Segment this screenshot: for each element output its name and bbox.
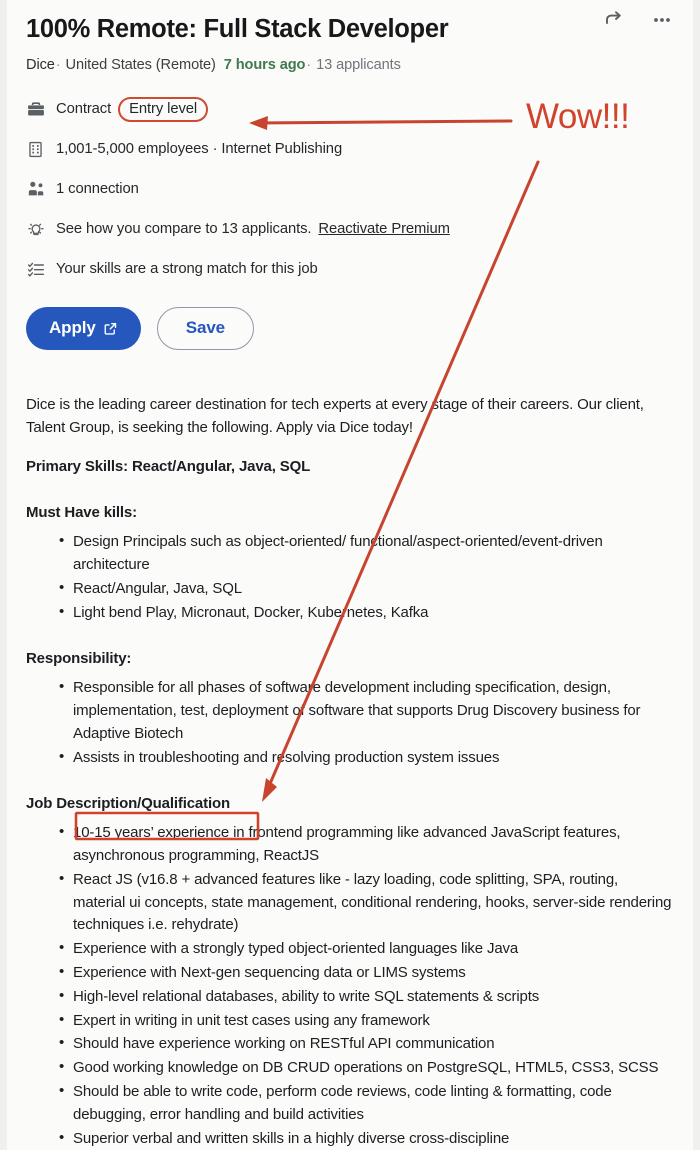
list-item: • Light bend Play, Micronaut, Docker, Kubernetes, Kafka	[59, 602, 674, 625]
meta-row-connections	[26, 173, 674, 205]
job-meta-list	[26, 93, 674, 285]
applicant-count: 13 applicants	[316, 57, 401, 74]
meta-row-employment-type	[26, 93, 674, 125]
list-item: • Should have experience working on RESTful API communication	[59, 1033, 674, 1056]
apply-button-label: Apply	[49, 318, 96, 338]
save-button-label: Save	[185, 318, 226, 338]
list-item: • High-level relational databases, ability to write SQL statements & scripts	[59, 986, 674, 1009]
list-item: • Should be able to write code, perform code reviews, code linting & formatting, code debugging, error handling and build activities	[59, 1081, 674, 1127]
share-arrow-icon[interactable]	[602, 8, 626, 32]
list-item: • React/Angular, Java, SQL	[59, 578, 674, 601]
list-item: • React JS (v16.8 + advanced features like - lazy loading, code splitting, SPA, routing, material ui concepts, state management, conditional rendering, hooks, server-side rendering techniques i.e. rehydrate)	[59, 869, 674, 937]
list-item: • Design Principals such as object-oriented/ functional/aspect-oriented/event-driven architecture	[59, 531, 674, 577]
job-location: United States (Remote)	[65, 57, 216, 74]
building-icon	[26, 140, 56, 159]
employment-type-label: Contract	[56, 101, 112, 118]
meta-row-premium-insight	[26, 213, 674, 245]
reactivate-premium-link[interactable]: Reactivate Premium	[318, 221, 450, 238]
separator-dot-2: ·	[306, 57, 312, 74]
action-buttons	[26, 307, 674, 350]
list-item: • Experience with a strongly typed object-oriented languages like Java	[59, 938, 674, 961]
lightbulb-icon	[26, 219, 56, 239]
list-item: • Superior verbal and written skills in a highly diverse cross-discipline	[59, 1128, 674, 1150]
list-item: • Experience with Next-gen sequencing data or LIMS systems	[59, 962, 674, 985]
experience-level-badge: Entry level	[118, 97, 208, 122]
list-item: • Responsible for all phases of software development including specification, design, implementation, test, deployment of software that supports Drug Discovery business for Adaptive Biotech	[59, 677, 674, 745]
job-subheader	[26, 57, 674, 73]
job-description	[26, 394, 674, 1150]
external-link-icon	[103, 321, 118, 336]
apply-button[interactable]	[26, 307, 141, 350]
annotation-wow-text: Wow!!!	[526, 97, 630, 136]
meta-text-company-size: 1,001-5,000 employees · Internet Publishing	[56, 141, 343, 158]
briefcase-icon	[26, 99, 56, 119]
header-actions	[602, 8, 674, 32]
meta-text-skill-match: Your skills are a strong match for this job	[56, 261, 318, 278]
list-item: • Expert in writing in unit test cases using any framework	[59, 1010, 674, 1033]
section-heading-qualification: Job Description/Qualification	[26, 795, 231, 813]
section-heading-must-have: Must Have kills:	[26, 504, 137, 522]
page-title: 100% Remote: Full Stack Developer	[26, 15, 449, 43]
checklist-icon	[26, 259, 56, 279]
section-heading-responsibility: Responsibility:	[26, 650, 132, 668]
primary-skills-line: Primary Skills: React/Angular, Java, SQL	[26, 457, 311, 475]
save-button[interactable]	[157, 307, 254, 350]
list-item-years-experience	[59, 822, 674, 868]
section-list-qualification	[26, 822, 674, 1150]
meta-text-employment-type	[56, 97, 208, 122]
meta-text-connections[interactable]: 1 connection	[56, 181, 139, 198]
premium-insight-label: See how you compare to 13 applicants.	[56, 221, 312, 238]
meta-row-company-size	[26, 133, 674, 165]
description-intro: Dice is the leading career destination for tech experts at every stage of their careers. Our client, Talent Group, is seeking the following. Apply via Dice today!	[26, 396, 644, 436]
list-item: • Assists in troubleshooting and resolving production system issues	[59, 747, 674, 770]
people-icon	[26, 179, 56, 199]
years-experience-highlight: 10-15 years’ experience	[73, 824, 230, 842]
separator-dot-1: ·	[55, 57, 61, 74]
posted-time: 7 hours ago	[223, 57, 306, 74]
meta-row-skill-match	[26, 253, 674, 285]
more-options-icon[interactable]	[650, 8, 674, 32]
section-list-must-have	[26, 531, 674, 624]
list-item: • Good working knowledge on DB CRUD operations on PostgreSQL, HTML5, CSS3, SCSS	[59, 1057, 674, 1080]
company-name[interactable]: Dice	[26, 57, 55, 74]
years-experience-rest: in frontend programming like advanced JavaScript features, asynchronous programming, ReactJS	[73, 824, 621, 865]
meta-text-premium-insight	[56, 221, 450, 237]
section-list-responsibility	[26, 677, 674, 769]
